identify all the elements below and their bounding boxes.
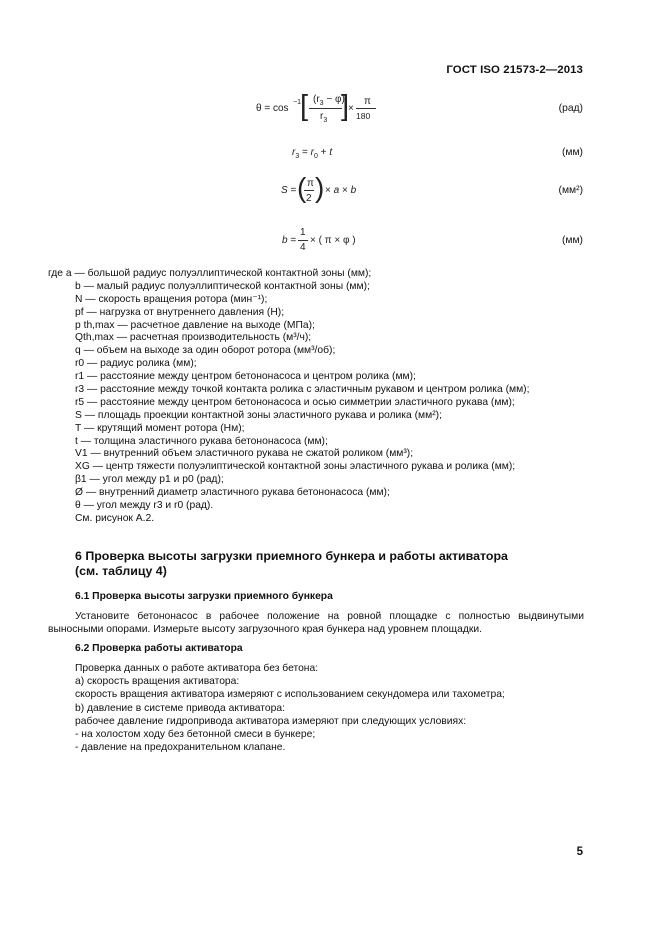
formula-unit: (мм) — [561, 147, 583, 158]
legend-line: p th,max — расчетное давление на выходе (МПа); — [75, 319, 315, 331]
section-6-2-line: b) давление в системе привода активатора: — [75, 702, 285, 714]
section-6-heading — [75, 549, 595, 579]
legend-line: См. рисунок А.2. — [75, 512, 155, 524]
section-6-1-text — [48, 610, 584, 636]
formula-b: b = 1 4 × ( π × φ ) (мм) — [282, 227, 583, 253]
document-header: ГОСТ ISO 21573-2—2013 — [446, 64, 583, 76]
section-6-2-line: - на холостом ходу без бетонной смеси в бункере; — [75, 728, 316, 740]
section-6-1-heading: 6.1 Проверка высоты загрузки приемного бункера — [75, 591, 333, 602]
formula-unit: (мм²) — [558, 185, 583, 196]
legend-line: r0 — радиус ролика (мм); — [75, 358, 197, 370]
section-6-2-line: - давление на предохранительном клапане. — [75, 742, 286, 754]
legend-line: pf — нагрузка от внутреннего давления (Н); — [75, 306, 285, 318]
legend-line: N — скорость вращения ротора (мин⁻¹); — [75, 293, 268, 305]
formula-r3: $r_3 = r_0 + t$ (мм) — [292, 147, 583, 160]
formula-s: S = ( π 2 ) × a × b (мм²) — [281, 172, 583, 204]
legend-line: θ — угол между r3 и r0 (рад). — [75, 500, 214, 512]
section-6-2-line: скорость вращения активатора измеряют с использованием секундомера или тахометра; — [75, 689, 505, 701]
section-6-2-line: Проверка данных о работе активатора без бетона: — [75, 663, 319, 674]
formula-theta: θ = cos −1 [ $(r_3 - \varphi)$ $r_3$ ] × π 180 (рад) — [256, 90, 583, 124]
legend-line: b — малый радиус полуэллиптической контактной зоны (мм); — [75, 280, 370, 292]
section-6-title-line: 6 Проверка высоты загрузки приемного бункера и работы активатора — [75, 549, 508, 563]
section-6-2-line: рабочее давление гидропривода активатора измеряют при следующих условиях: — [75, 715, 467, 727]
formula-unit: (мм) — [561, 235, 583, 246]
legend-line: t — толщина эластичного рукава бетононасоса (мм); — [75, 435, 328, 447]
section-6-1-paragraph: Установите бетононасос в рабочее положение на ровной площадке с полностью выдвинутыми выносными опорами. Измерьте высоту загрузочного края бункера над уровнем площадки. — [48, 611, 584, 636]
legend-line: где a — большой радиус полуэллиптической контактной зоны (мм); — [48, 268, 372, 279]
legend-line: Qth,max — расчетная производительность (м³/ч); — [75, 332, 312, 344]
legend-line: q — объем на выходе за один оборот ротора (мм³/об); — [75, 345, 336, 357]
formula-unit: (рад) — [558, 103, 583, 114]
section-6-2-line: a) скорость вращения активатора: — [75, 676, 240, 688]
legend-line: β1 — угол между p1 и p0 (рад); — [75, 474, 224, 486]
section-6-title-line: (см. таблицу 4) — [75, 564, 167, 578]
symbol-legend — [48, 268, 608, 526]
legend-line: S — площадь проекции контактной зоны эластичного рукава и ролика (мм²); — [75, 409, 442, 421]
legend-line: r1 — расстояние между центром бетононасоса и центром ролика (мм); — [75, 371, 416, 383]
section-6-2-text — [48, 662, 584, 754]
legend-line: V1 — внутренний объем эластичного рукава не сжатой роликом (мм³); — [75, 448, 414, 460]
page-number: 5 — [576, 846, 583, 858]
legend-line: XG — центр тяжести полуэлиптической контактной зоны эластичного рукава и ролика (мм); — [75, 461, 516, 473]
legend-line: r3 — расстояние между точкой контакта ролика с эластичным рукавом и центром ролика (мм); — [75, 384, 530, 396]
legend-line: Ø — внутренний диаметр эластичного рукава бетононасоса (мм); — [75, 487, 390, 499]
legend-line: r5 — расстояние между центром бетононасоса и осью симметрии эластичного рукава (мм); — [75, 396, 515, 408]
legend-line: T — крутящий момент ротора (Нм); — [75, 422, 245, 434]
section-6-2-heading: 6.2 Проверка работы активатора — [75, 643, 243, 654]
